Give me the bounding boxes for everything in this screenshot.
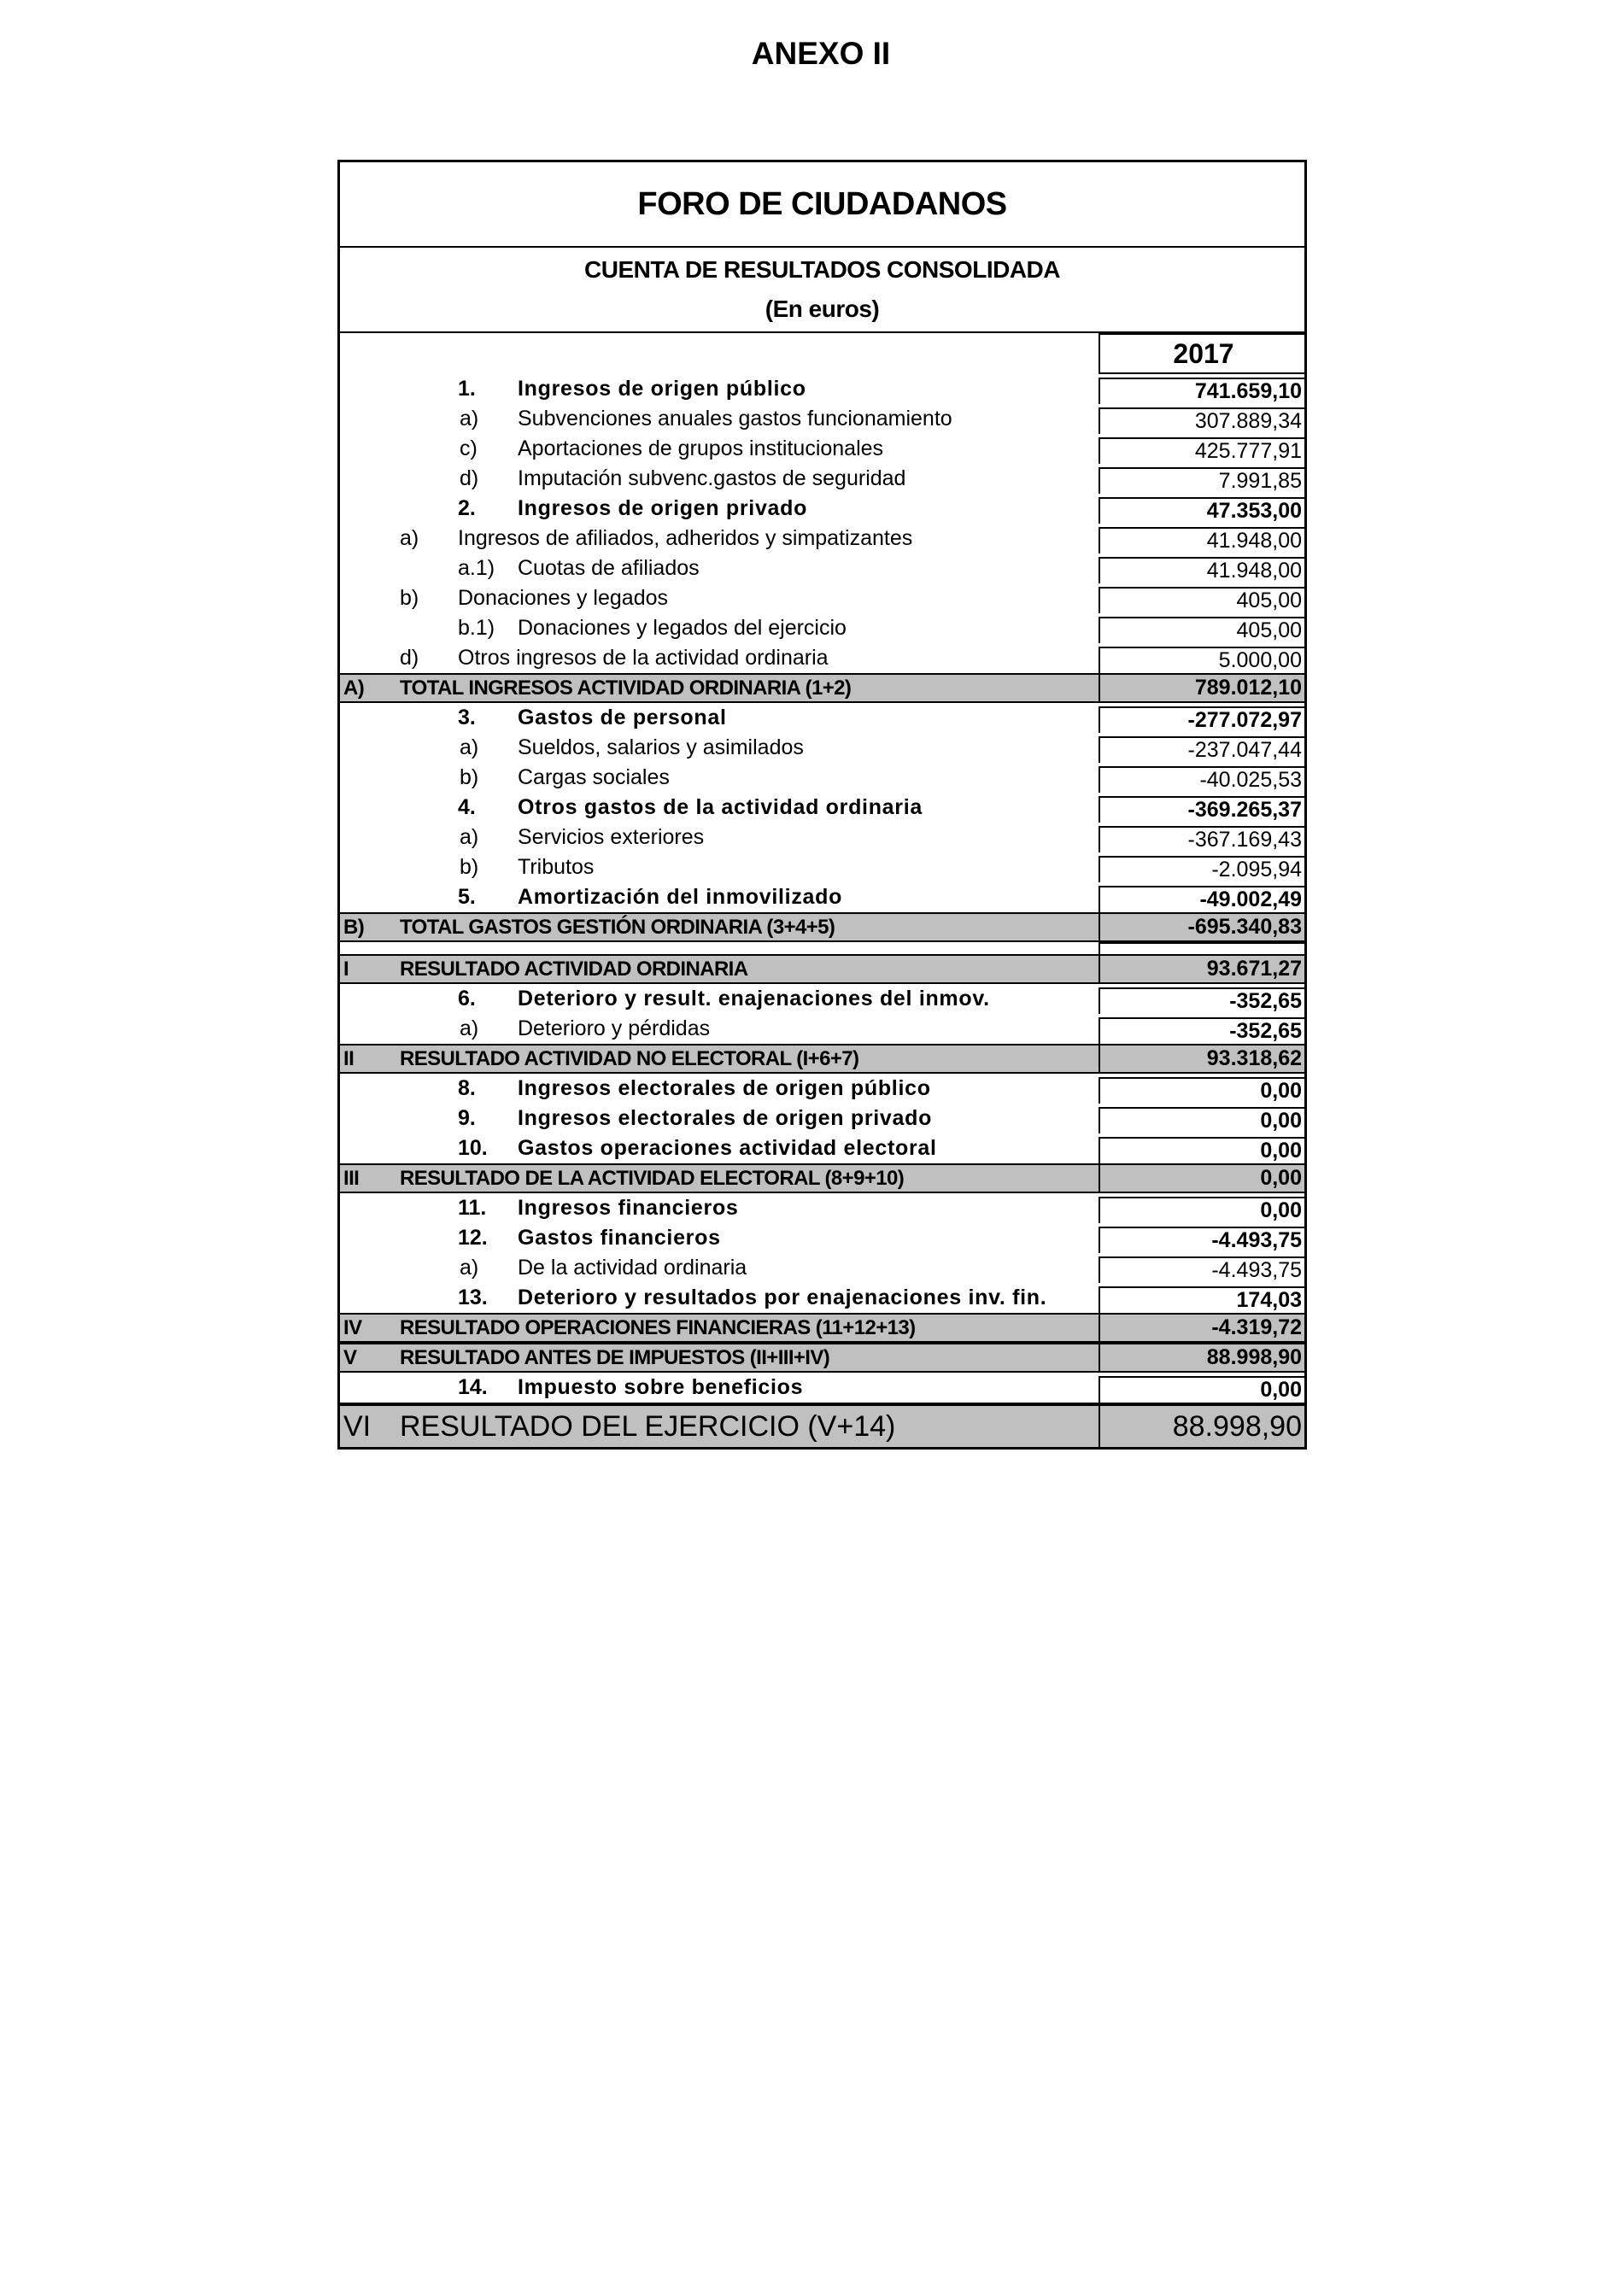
row-number: a.1) <box>458 556 495 580</box>
row-value: 405,00 <box>1099 617 1307 643</box>
row-number: d) <box>460 466 479 490</box>
line-item-row <box>340 852 1304 882</box>
row-value: -352,65 <box>1099 1017 1307 1044</box>
row-number: c) <box>460 436 478 460</box>
line-item-row <box>340 613 1304 643</box>
line-item-row <box>340 1283 1304 1313</box>
row-label: Ingresos de origen privado <box>518 496 808 520</box>
total-row <box>340 673 1304 703</box>
total-row <box>340 954 1304 984</box>
row-number: 13. <box>458 1286 488 1309</box>
row-label: RESULTADO ANTES DE IMPUESTOS (II+III+IV) <box>400 1346 830 1369</box>
row-value: 174,03 <box>1099 1286 1307 1313</box>
row-number: 14. <box>458 1375 488 1399</box>
row-label: Servicios exteriores <box>518 825 705 849</box>
row-number: b) <box>460 765 479 789</box>
row-label: Tributos <box>518 855 595 879</box>
row-value: 0,00 <box>1099 1107 1307 1133</box>
line-item-row <box>340 1014 1304 1044</box>
row-number: a) <box>460 735 479 759</box>
row-code: IV <box>343 1316 362 1339</box>
row-label: Cuotas de afiliados <box>518 556 700 580</box>
row-label: Cargas sociales <box>518 765 670 789</box>
spacer-row <box>340 942 1304 954</box>
line-item-row <box>340 434 1304 464</box>
row-value: -367.169,43 <box>1099 826 1307 852</box>
row-value: 0,00 <box>1099 1197 1307 1223</box>
row-label: Otros gastos de la actividad ordinaria <box>518 795 923 819</box>
row-number: 1. <box>458 377 476 401</box>
row-label: Imputación subvenc.gastos de seguridad <box>518 466 906 490</box>
row-code: A) <box>343 676 365 700</box>
row-code: I <box>343 958 349 981</box>
row-number: a) <box>400 526 419 550</box>
line-item-row <box>340 1074 1304 1104</box>
row-label: TOTAL INGRESOS ACTIVIDAD ORDINARIA (1+2) <box>400 676 852 700</box>
row-value: 88.998,90 <box>1099 1344 1307 1371</box>
row-number: a) <box>460 1256 479 1280</box>
line-item-row <box>340 494 1304 524</box>
total-row <box>340 1313 1304 1343</box>
row-code: II <box>343 1047 354 1070</box>
line-item-row <box>340 404 1304 434</box>
row-value: 88.998,90 <box>1099 1406 1307 1447</box>
line-item-row <box>340 823 1304 852</box>
row-number: b.1) <box>458 616 495 640</box>
row-value: -2.095,94 <box>1099 856 1307 882</box>
row-number: a) <box>460 825 479 849</box>
row-label: Ingresos de afiliados, adheridos y simpatizantes <box>458 526 913 550</box>
row-value: 0,00 <box>1099 1376 1307 1403</box>
line-item-row <box>340 733 1304 763</box>
line-item-row <box>340 1104 1304 1133</box>
total-row <box>340 912 1304 942</box>
row-number: a) <box>460 407 479 430</box>
row-number: 10. <box>458 1136 488 1160</box>
line-item-row <box>340 583 1304 613</box>
row-value: 7.991,85 <box>1099 467 1307 494</box>
row-value: -40.025,53 <box>1099 766 1307 793</box>
row-number: 3. <box>458 706 476 729</box>
row-label: RESULTADO OPERACIONES FINANCIERAS (11+12+13) <box>400 1316 916 1339</box>
line-item-row <box>340 554 1304 583</box>
row-label: Ingresos electorales de origen privado <box>518 1106 933 1130</box>
year-header-row <box>340 333 1304 374</box>
line-item-row <box>340 643 1304 673</box>
row-label: RESULTADO DEL EJERCICIO (V+14) <box>400 1410 896 1443</box>
row-number: d) <box>400 646 419 670</box>
row-number: 6. <box>458 987 476 1010</box>
row-value: -369.265,37 <box>1099 796 1307 823</box>
row-value: -4.493,75 <box>1099 1256 1307 1283</box>
row-value: -49.002,49 <box>1099 886 1307 912</box>
organization-name: FORO DE CIUDADANOS <box>340 162 1304 248</box>
row-value: -352,65 <box>1099 987 1307 1014</box>
row-label: Donaciones y legados <box>458 586 668 610</box>
row-label: Otros ingresos de la actividad ordinaria <box>458 646 829 670</box>
row-code: VI <box>343 1410 372 1443</box>
row-label: Gastos de personal <box>518 706 727 729</box>
total-row <box>340 1163 1304 1193</box>
row-label: Aportaciones de grupos institucionales <box>518 436 884 460</box>
annex-title: ANEXO II <box>751 36 891 71</box>
row-label: De la actividad ordinaria <box>518 1256 747 1280</box>
row-label: Deterioro y pérdidas <box>518 1016 711 1040</box>
line-item-row <box>340 1373 1304 1403</box>
row-number: 4. <box>458 795 476 819</box>
line-item-row <box>340 882 1304 912</box>
line-item-row <box>340 793 1304 823</box>
row-value: 41.948,00 <box>1099 557 1307 583</box>
row-value: 307.889,34 <box>1099 407 1307 434</box>
row-value: 405,00 <box>1099 587 1307 613</box>
row-value: 0,00 <box>1099 1137 1307 1163</box>
row-value: 789.012,10 <box>1099 675 1307 701</box>
row-label: RESULTADO ACTIVIDAD NO ELECTORAL (I+6+7) <box>400 1047 859 1070</box>
statement-rows <box>340 374 1304 1447</box>
total-row <box>340 1343 1304 1373</box>
row-value: 0,00 <box>1099 1077 1307 1104</box>
row-value: 0,00 <box>1099 1165 1307 1192</box>
row-label: RESULTADO ACTIVIDAD ORDINARIA <box>400 958 748 981</box>
line-item-row <box>340 984 1304 1014</box>
row-value: -4.493,75 <box>1099 1227 1307 1253</box>
row-label: Ingresos financieros <box>518 1196 739 1220</box>
row-label: TOTAL GASTOS GESTIÓN ORDINARIA (3+4+5) <box>400 916 835 939</box>
row-code: V <box>343 1346 357 1369</box>
total-row <box>340 1044 1304 1074</box>
row-number: 12. <box>458 1226 488 1250</box>
row-label: Gastos operaciones actividad electoral <box>518 1136 937 1160</box>
row-value: -237.047,44 <box>1099 736 1307 763</box>
currency-note: (En euros) <box>765 296 880 322</box>
row-value: -277.072,97 <box>1099 706 1307 733</box>
year-column-header: 2017 <box>1099 333 1307 374</box>
statement-title: CUENTA DE RESULTADOS CONSOLIDADA <box>584 256 1060 283</box>
row-value <box>1099 942 1307 954</box>
line-item-row <box>340 703 1304 733</box>
row-value: -4.319,72 <box>1099 1315 1307 1341</box>
row-label: Impuesto sobre beneficios <box>518 1375 804 1399</box>
row-label: RESULTADO DE LA ACTIVIDAD ELECTORAL (8+9+10) <box>400 1167 905 1190</box>
row-label: Deterioro y result. enajenaciones del inmov. <box>518 987 990 1010</box>
row-number: b) <box>400 586 419 610</box>
line-item-row <box>340 763 1304 793</box>
row-number: 5. <box>458 885 476 909</box>
row-label: Ingresos de origen público <box>518 377 806 401</box>
row-code: III <box>343 1167 360 1190</box>
line-item-row <box>340 524 1304 554</box>
line-item-row <box>340 374 1304 404</box>
row-number: b) <box>460 855 479 879</box>
row-number: a) <box>460 1016 479 1040</box>
income-statement-table <box>337 160 1307 1450</box>
row-label: Ingresos electorales de origen público <box>518 1076 931 1100</box>
row-value: 5.000,00 <box>1099 647 1307 673</box>
row-label: Sueldos, salarios y asimilados <box>518 735 804 759</box>
row-value: 47.353,00 <box>1099 497 1307 524</box>
row-value: 93.318,62 <box>1099 1046 1307 1072</box>
row-value: -695.340,83 <box>1099 914 1307 940</box>
statement-header <box>340 248 1304 333</box>
row-value: 741.659,10 <box>1099 378 1307 404</box>
row-number: 8. <box>458 1076 476 1100</box>
row-label: Subvenciones anuales gastos funcionamiento <box>518 407 952 430</box>
line-item-row <box>340 1133 1304 1163</box>
row-number: 9. <box>458 1106 476 1130</box>
row-value: 425.777,91 <box>1099 437 1307 464</box>
row-label: Amortización del inmovilizado <box>518 885 843 909</box>
row-number: 11. <box>458 1196 487 1220</box>
row-label: Deterioro y resultados por enajenaciones inv. fin. <box>518 1286 1047 1309</box>
line-item-row <box>340 1253 1304 1283</box>
row-value: 41.948,00 <box>1099 527 1307 554</box>
line-item-row <box>340 1223 1304 1253</box>
total-row <box>340 1403 1304 1447</box>
row-label: Gastos financieros <box>518 1226 721 1250</box>
line-item-row <box>340 464 1304 494</box>
row-label: Donaciones y legados del ejercicio <box>518 616 847 640</box>
row-code: B) <box>343 916 365 939</box>
line-item-row <box>340 1193 1304 1223</box>
row-number: 2. <box>458 496 476 520</box>
row-value: 93.671,27 <box>1099 956 1307 982</box>
